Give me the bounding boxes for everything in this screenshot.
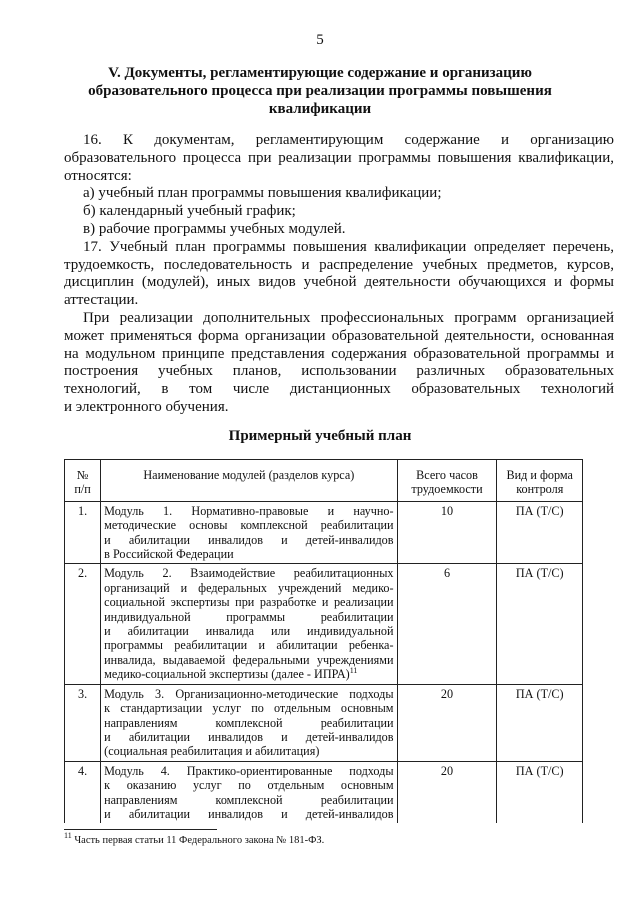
text-line: трудоемкость, последовательность и распределение учебных предметов, курсов, [64,256,614,273]
text-line: дисциплин (модулей), иных видов учебной деятельности обучающихся и формы [64,274,614,291]
paragraph-16 [64,132,614,185]
body-text [64,132,614,417]
text-line: относятся: [64,167,132,184]
row-num: 1. [65,501,101,564]
table-row [65,761,583,823]
cell-line: Модуль 2. Взаимодействие реабилитационных [104,566,394,581]
heading-line: V. Документы, регламентирующие содержание и организацию [108,65,532,81]
cell-line: и абилитации инвалидов и детей-инвалидов [104,532,394,547]
list-item: в) рабочие программы учебных модулей. [83,220,346,237]
heading-line: образовательного процесса при реализации программы повышения [88,83,552,99]
text-line: построения учебных планов, использовании различных образовательных [64,363,614,380]
header-hours [397,460,497,502]
footnote-mark: 11 [349,667,358,676]
row-name [101,684,397,761]
text-line: образовательного процесса при реализации программы повышения квалификации, [64,149,614,166]
cell-line: направлениям комплексной реабилитации [104,792,394,807]
row-num: 3. [65,684,101,761]
table-row [65,564,583,684]
list-item: б) календарный учебный график; [83,203,296,220]
paragraph-17 [64,239,614,310]
row-hours: 6 [397,564,497,684]
cell-line: Модуль 3. Организационно-методические подходы [104,686,394,701]
cell-line: методические основы комплексной реабилитации [104,518,394,533]
row-control: ПА (Т/С) [497,684,583,761]
row-name [101,761,397,823]
table-row [65,684,583,761]
row-num: 2. [65,564,101,684]
cell-line [104,667,393,681]
document-list [64,185,614,238]
text-line: 17. Учебный план программы повышения квалификации определяет перечень, [83,238,614,255]
header-control [497,460,583,502]
text-line: может применяться форма организации образовательной деятельности, основанная [64,327,614,344]
text-line: При реализации дополнительных профессиональных программ организацией [83,309,614,326]
list-item: а) учебный план программы повышения квалификации; [83,185,442,202]
cell-line: к оказанию услуг по отдельным основным [104,778,394,793]
header-text: Всего часов [416,468,478,482]
cell-line: к стандартизации услуг по отдельным основным [104,701,394,716]
text-line: технологий, в том числе дистанционных образовательных технологий [64,381,614,398]
footnote-divider [64,829,217,830]
row-num: 4. [65,761,101,823]
cell-line: Модуль 4. Практико-ориентированные подходы [104,763,394,778]
row-hours: 10 [397,501,497,564]
header-text: контроля [516,482,564,497]
curriculum-table [64,459,583,823]
text-line: 16. К документам, регламентирующим содержание и организацию [83,132,614,148]
row-control: ПА (Т/С) [497,501,583,564]
table-row [65,501,583,564]
header-text: Вид и форма [506,468,573,482]
header-text: Наименование модулей (разделов курса) [143,468,355,482]
table-title: Примерный учебный план [228,428,412,444]
row-control: ПА (Т/С) [497,564,583,684]
row-name [101,564,397,684]
header-text: трудоемкости [411,482,483,497]
text-line: аттестации. [64,292,139,309]
cell-line: Модуль 1. Нормативно-правовые и научно- [104,503,394,518]
header-name [101,460,397,502]
cell-line: индивидуальной программы реабилитации [104,609,394,624]
cell-line: социальной экспертизы при разработке и реализации [104,595,394,610]
header-text: № [76,468,89,482]
footnote-mark: 11 [64,831,72,840]
text-line: и электронного обучения. [64,398,229,415]
table-header-row [65,460,583,502]
page-number: 5 [316,32,324,48]
row-hours: 20 [397,684,497,761]
cell-text: медико-социальной экспертизы (далее - ИПРА) [104,667,350,682]
paragraph-modular [64,310,614,417]
header-text: п/п [74,482,91,497]
row-control: ПА (Т/С) [497,761,583,823]
cell-line: и абилитации инвалидов и детей-инвалидов [104,806,394,821]
footnote-text: Часть первая статьи 11 Федерального закона № 181-ФЗ. [71,835,325,846]
cell-line: направлениям комплексной реабилитации [104,715,394,730]
cell-line: и абилитации инвалида или индивидуальной [104,624,394,639]
cell-line: инвалида, выдаваемой федеральными учреждениями [104,652,394,667]
row-name [101,501,397,564]
cell-line: организаций и федеральных учреждений медико- [104,580,394,595]
section-heading [80,64,560,118]
heading-line: квалификации [268,101,372,117]
cell-line: (социальная реабилитация и абилитация) [104,744,320,759]
footnote [64,831,325,846]
cell-line: и абилитации инвалидов и детей-инвалидов [104,729,394,744]
text-line: на модульном принципе представления содержания образовательной программы и [64,345,614,362]
cell-line: в Российской Федерации [104,547,234,562]
cell-line: программы реабилитации и абилитации ребенка- [104,638,394,653]
row-hours: 20 [397,761,497,823]
header-num [65,460,101,502]
